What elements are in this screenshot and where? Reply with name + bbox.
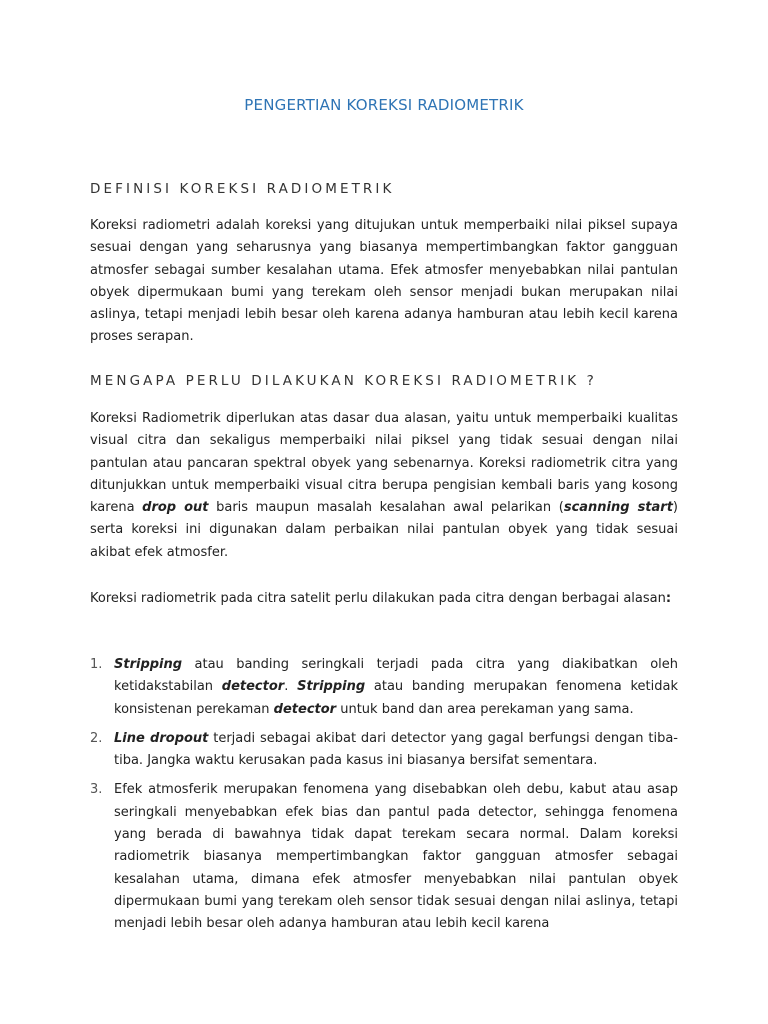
document-title: PENGERTIAN KOREKSI RADIOMETRIK <box>244 96 524 114</box>
section-heading-why: MENGAPA PERLU DILAKUKAN KOREKSI RADIOMETRIK ? <box>90 373 597 389</box>
paragraph-why-text-2: baris maupun masalah kesalahan awal pelarikan ( <box>208 500 564 516</box>
list-item-atmospheric-effect <box>90 779 678 935</box>
term-stripping: Stripping <box>114 657 183 672</box>
list-item-text: untuk band dan area perekaman yang sama. <box>336 701 634 717</box>
list-item-text: atau banding merupakan fenomena ketidak konsistenan perekaman <box>114 679 679 717</box>
list-item-line-dropout <box>90 728 678 773</box>
term-line-dropout: Line dropout <box>114 730 209 746</box>
reasons-list <box>90 654 678 943</box>
paragraph-reasons-text: Koreksi radiometrik pada citra satelit perlu dilakukan pada citra dengan berbagai alasan <box>90 591 666 606</box>
paragraph-reasons-intro <box>90 588 678 610</box>
paragraph-why-text-1: Koreksi Radiometrik diperlukan atas dasar dua alasan, yaitu untuk memperbaiki kualitas visual citra dan sekaligus memperbaiki nilai piksel yang tidak sesuai dengan nilai pantulan atau pancaran spektral obyek yang sebenarnya. Koreksi radiometrik citra yang ditunjukkan untuk memperbaiki visual citra berupa pengisian kembali baris yang kosong karena <box>90 411 678 516</box>
term-drop-out: drop out <box>142 500 209 516</box>
paragraph-reasons-colon: : <box>665 591 672 606</box>
list-number: 2. <box>90 730 103 746</box>
term-detector: detector <box>273 701 337 717</box>
list-item-text: Efek atmosferik merupakan fenomena yang disebabkan oleh debu, kabut atau asap seringkali menyebabkan efek bias dan pantul pada detector, sehingga fenomena yang berada di bawahnya tidak dapat terekam secara normal. Dalam koreksi radiometrik biasanya mempertimbangkan faktor gangguan atmosfer sebagai kesalahan utama, dimana efek atmosfer menyebabkan nilai pantulan obyek dipermukaan bumi yang terekam oleh sensor tidak sesuai dengan nilai aslinya, tetapi menjadi lebih besar oleh adanya hamburan atau lebih kecil karena <box>114 782 678 932</box>
term-scanning-start: scanning start <box>563 500 673 516</box>
term-detector: detector <box>221 679 285 695</box>
section-heading-definition: DEFINISI KOREKSI RADIOMETRIK <box>90 181 395 197</box>
list-item-text: . <box>284 679 298 695</box>
paragraph-definition: Koreksi radiometri adalah koreksi yang ditujukan untuk memperbaiki nilai piksel supaya sesuai dengan yang seharusnya yang biasanya mempertimbangkan faktor gangguan atmosfer sebagai sumber kesalahan utama. Efek atmosfer menyebabkan nilai pantulan obyek dipermukaan bumi yang terekam oleh sensor menjadi bukan merupakan nilai aslinya, tetapi menjadi lebih besar oleh karena adanya hamburan atau lebih kecil karena proses serapan. <box>90 218 678 345</box>
paragraph-why <box>90 408 678 564</box>
list-item-text: atau banding seringkali terjadi pada citra yang diakibatkan oleh ketidakstabilan <box>114 657 678 695</box>
list-number: 3. <box>90 782 103 798</box>
list-item-text: terjadi sebagai akibat dari detector yang gagal berfungsi dengan tiba-tiba. Jangka waktu kerusakan pada kasus ini biasanya bersifat sementara. <box>114 730 678 769</box>
list-number: 1. <box>90 657 103 672</box>
term-stripping: Stripping <box>297 679 366 695</box>
list-item-stripping <box>90 654 678 721</box>
paragraph-why-text-3: ) serta koreksi ini digunakan dalam perbaikan nilai pantulan obyek yang tidak sesuai akibat efek atmosfer. <box>90 500 678 560</box>
